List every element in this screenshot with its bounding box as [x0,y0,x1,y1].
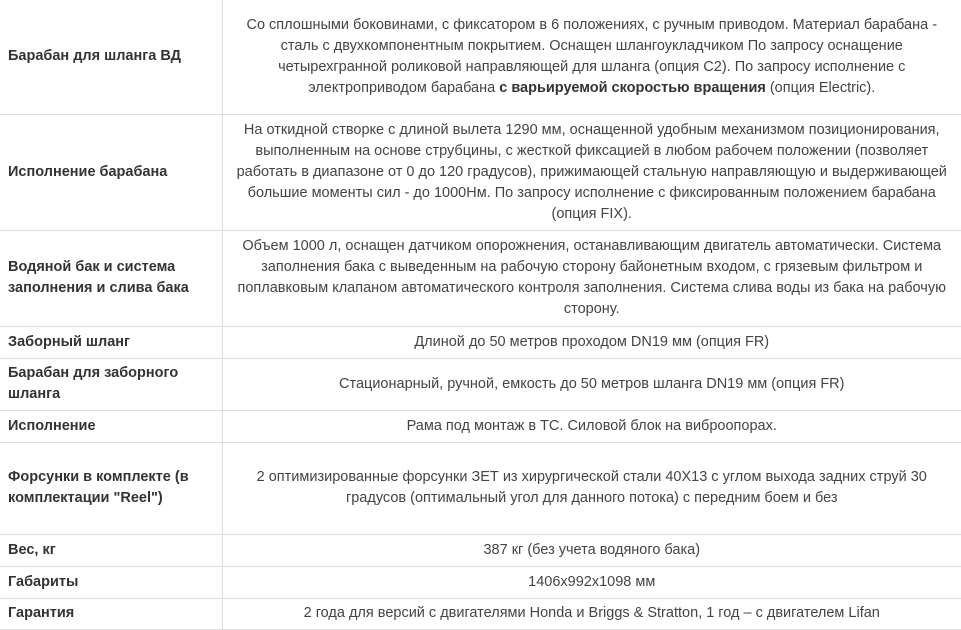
row-label: Исполнение барабана [0,114,222,230]
row-value [222,0,961,114]
table-row [0,358,961,410]
table-row [0,0,961,114]
row-label: Барабан для заборного шланга [0,358,222,410]
row-value: 2 года для версий с двигателями Honda и Briggs & Stratton, 1 год – с двигателем Lifan [222,598,961,629]
row-value: 2 оптимизированные форсунки ЗЕТ из хирургической стали 40Х13 с углом выхода задних струй 30 градусов (оптимальный угол для данного потока) с передним боем и без [222,442,961,534]
table-row [0,566,961,598]
row-value: Длиной до 50 метров проходом DN19 мм (опция FR) [222,326,961,358]
row-label: Барабан для шланга ВД [0,0,222,114]
row-label: Исполнение [0,410,222,442]
table-row [0,114,961,230]
row-label: Габариты [0,566,222,598]
row-value: 387 кг (без учета водяного бака) [222,534,961,566]
row-value-emphasis: с варьируемой скоростью вращения [499,79,766,96]
row-value: Объем 1000 л, оснащен датчиком опорожнения, останавливающим двигатель автоматически. Система заполнения бака с выведенным на рабочую сторону байонетным входом, с грязевым фильтром и поплавковым клапаном автоматического контроля заполнения. Система слива воды из бака на рабочую сторону. [222,230,961,326]
row-value: Стационарный, ручной, емкость до 50 метров шланга DN19 мм (опция FR) [222,358,961,410]
row-label: Вес, кг [0,534,222,566]
table-row [0,598,961,629]
table-row [0,230,961,326]
table-row [0,410,961,442]
row-value-text-end: (опция Electric). [765,79,876,96]
table-row [0,442,961,534]
row-label: Водяной бак и система заполнения и слива бака [0,230,222,326]
row-value-text: Со сплошными боковинами, с фиксатором в 6 положениях, с ручным приводом. Материал барабана - сталь с двухкомпонентным покрытием. Оснащен шлангоукладчиком По запросу оснащение четырехгранной роликовой направляющей для шланга (опция С2). По запросу исполнение с электроприводом барабана [246,16,938,96]
row-value: На откидной створке с длиной вылета 1290 мм, оснащенной удобным механизмом позиционирования, выполненным на основе струбцины, с жесткой фиксацией в любом рабочем положении (позволяет работать в диапазоне от 0 до 120 градусов), прижимающей стальную направляющую и выдерживающей большие моменты сил - до 1000Нм. По запросу исполнение с фиксированным положением барабана (опция FIX). [222,114,961,230]
table-row [0,326,961,358]
row-value: Рама под монтаж в ТС. Силовой блок на виброопорах. [222,410,961,442]
row-label: Форсунки в комплекте (в комплектации "Reel") [0,442,222,534]
row-value: 1406х992х1098 мм [222,566,961,598]
row-label: Гарантия [0,598,222,629]
row-label: Заборный шланг [0,326,222,358]
table-row [0,534,961,566]
